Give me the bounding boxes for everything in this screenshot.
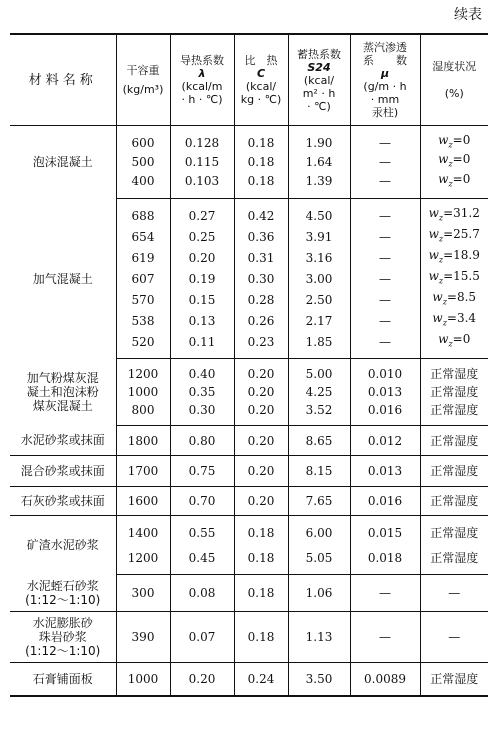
humidity-cell: —: [420, 575, 488, 612]
specific-heat-cell: 0.31: [234, 247, 288, 268]
material-name-line: 石灰砂浆或抹面: [20, 494, 105, 509]
humidity-cell: 正常湿度: [420, 401, 488, 426]
material-name-line: (1:12～1:10): [25, 644, 101, 659]
material-name-cell: [10, 426, 116, 456]
specific-heat-cell: 0.18: [234, 516, 288, 546]
conductivity-cell: 0.45: [170, 545, 234, 575]
vapor-cell: —: [350, 331, 420, 359]
conductivity-cell: 0.27: [170, 199, 234, 227]
col-header-vapor-line: 系 数: [363, 54, 407, 67]
vapor-cell: 0.018: [350, 545, 420, 575]
material-name-cell: [10, 456, 116, 487]
specific-heat-cell: 0.20: [234, 383, 288, 401]
material-name-line: 水泥膨胀砂: [32, 616, 93, 631]
conductivity-cell: 0.13: [170, 310, 234, 331]
conductivity-cell: 0.103: [170, 172, 234, 199]
col-header-specific-heat-line: (kcal/: [245, 80, 277, 93]
density-cell: 800: [116, 401, 170, 426]
vapor-cell: 0.013: [350, 383, 420, 401]
specific-heat-cell: 0.18: [234, 545, 288, 575]
conductivity-cell: 0.11: [170, 331, 234, 359]
specific-heat-cell: 0.20: [234, 401, 288, 426]
humidity-cell: $w_z=8.5$: [420, 289, 488, 310]
heat-storage-cell: 3.52: [288, 401, 350, 426]
conductivity-cell: 0.20: [170, 663, 234, 697]
vapor-cell: 0.015: [350, 516, 420, 546]
table-row: [10, 426, 488, 456]
continued-label: 续表: [454, 7, 482, 23]
specific-heat-cell: 0.30: [234, 268, 288, 289]
col-header-heat-storage: [288, 34, 350, 126]
material-name-cell: [10, 199, 116, 359]
specific-heat-cell: 0.36: [234, 226, 288, 247]
specific-heat-cell: 0.42: [234, 199, 288, 227]
density-cell: 619: [116, 247, 170, 268]
density-cell: 654: [116, 226, 170, 247]
density-cell: 1200: [116, 359, 170, 384]
heat-storage-cell: 5.00: [288, 359, 350, 384]
humidity-cell: $w_z=25.7$: [420, 226, 488, 247]
density-cell: 538: [116, 310, 170, 331]
material-name-line: 煤灰混凝土: [32, 399, 93, 414]
col-header-heat-storage-line: (kcal/: [303, 73, 335, 87]
material-name-cell: [10, 359, 116, 426]
material-name-line: 矿渣水泥砂浆: [26, 538, 99, 553]
table-row: [10, 516, 488, 546]
density-cell: 400: [116, 172, 170, 199]
density-cell: 1000: [116, 383, 170, 401]
conductivity-cell: 0.25: [170, 226, 234, 247]
col-header-heat-storage-line: S24: [307, 60, 331, 74]
density-cell: 1200: [116, 545, 170, 575]
heat-storage-cell: 6.00: [288, 516, 350, 546]
conductivity-cell: 0.07: [170, 612, 234, 663]
material-name-cell: [10, 516, 116, 575]
material-name-line: (1:12～1:10): [25, 592, 101, 607]
col-header-vapor-line: μ: [380, 67, 390, 80]
humidity-cell: 正常湿度: [420, 383, 488, 401]
conductivity-cell: 0.35: [170, 383, 234, 401]
material-name-line: 混合砂浆或抹面: [20, 464, 105, 479]
vapor-cell: —: [350, 152, 420, 171]
header-row: [10, 34, 488, 126]
vapor-cell: —: [350, 575, 420, 612]
col-header-conductivity-line: λ: [198, 67, 206, 80]
heat-storage-cell: 3.00: [288, 268, 350, 289]
col-header-vapor: [350, 34, 420, 126]
conductivity-cell: 0.115: [170, 152, 234, 171]
heat-storage-cell: 4.50: [288, 199, 350, 227]
table-row: [10, 612, 488, 663]
heat-storage-cell: 1.39: [288, 172, 350, 199]
conductivity-cell: 0.30: [170, 401, 234, 426]
vapor-cell: 0.013: [350, 456, 420, 487]
conductivity-cell: 0.55: [170, 516, 234, 546]
col-header-humidity: [420, 34, 488, 126]
table-row: [10, 126, 488, 153]
col-header-humidity-line: (%): [444, 87, 464, 100]
specific-heat-cell: 0.24: [234, 663, 288, 697]
heat-storage-cell: 2.17: [288, 310, 350, 331]
heat-storage-cell: 2.50: [288, 289, 350, 310]
heat-storage-cell: 5.05: [288, 545, 350, 575]
material-name-cell: [10, 126, 116, 199]
vapor-cell: 0.016: [350, 487, 420, 516]
table-row: [10, 575, 488, 612]
humidity-cell: —: [420, 612, 488, 663]
vapor-cell: —: [350, 126, 420, 153]
vapor-cell: 0.016: [350, 401, 420, 426]
humidity-cell: 正常湿度: [420, 545, 488, 575]
heat-storage-cell: 3.50: [288, 663, 350, 697]
density-cell: 1800: [116, 426, 170, 456]
material-name-cell: [10, 612, 116, 663]
density-cell: 520: [116, 331, 170, 359]
table-row: [10, 663, 488, 697]
col-header-heat-storage-line: 蓄热系数: [297, 47, 341, 61]
table-row: [10, 487, 488, 516]
table-body: [10, 126, 488, 697]
humidity-cell: 正常湿度: [420, 663, 488, 697]
col-header-vapor-line: · mm: [370, 93, 400, 106]
density-cell: 1000: [116, 663, 170, 697]
specific-heat-cell: 0.28: [234, 289, 288, 310]
humidity-cell: $w_z=3.4$: [420, 310, 488, 331]
material-name-line: 凝土和泡沫粉: [26, 385, 99, 400]
thermal-properties-table: [10, 33, 488, 697]
vapor-cell: —: [350, 289, 420, 310]
specific-heat-cell: 0.20: [234, 359, 288, 384]
material-name-cell: [10, 487, 116, 516]
conductivity-cell: 0.128: [170, 126, 234, 153]
vapor-cell: 0.012: [350, 426, 420, 456]
col-header-specific-heat: [234, 34, 288, 126]
humidity-cell: $w_z=0$: [420, 152, 488, 171]
col-header-density: [116, 34, 170, 126]
specific-heat-cell: 0.18: [234, 126, 288, 153]
heat-storage-cell: 3.91: [288, 226, 350, 247]
vapor-cell: —: [350, 268, 420, 289]
density-cell: 607: [116, 268, 170, 289]
heat-storage-cell: 8.65: [288, 426, 350, 456]
density-cell: 1400: [116, 516, 170, 546]
conductivity-cell: 0.75: [170, 456, 234, 487]
col-header-vapor-line: (g/m · h: [363, 80, 407, 93]
col-header-vapor-line: 蒸汽渗透: [363, 41, 407, 54]
humidity-cell: 正常湿度: [420, 359, 488, 384]
col-header-material: 材料名称: [10, 34, 116, 126]
table-row: [10, 456, 488, 487]
specific-heat-cell: 0.18: [234, 152, 288, 171]
conductivity-cell: 0.40: [170, 359, 234, 384]
heat-storage-cell: 8.15: [288, 456, 350, 487]
heat-storage-cell: 1.13: [288, 612, 350, 663]
vapor-cell: 0.010: [350, 359, 420, 384]
density-cell: 500: [116, 152, 170, 171]
conductivity-cell: 0.80: [170, 426, 234, 456]
density-cell: 570: [116, 289, 170, 310]
humidity-cell: $w_z=0$: [420, 172, 488, 199]
specific-heat-cell: 0.18: [234, 612, 288, 663]
humidity-cell: 正常湿度: [420, 487, 488, 516]
heat-storage-cell: 4.25: [288, 383, 350, 401]
table-row: [10, 359, 488, 384]
col-header-specific-heat-line: 比 热: [244, 54, 278, 67]
humidity-cell: $w_z=15.5$: [420, 268, 488, 289]
density-cell: 1600: [116, 487, 170, 516]
col-header-conductivity: [170, 34, 234, 126]
specific-heat-cell: 0.23: [234, 331, 288, 359]
specific-heat-cell: 0.18: [234, 575, 288, 612]
col-header-heat-storage-line: m² · h: [302, 86, 336, 100]
humidity-cell: $w_z=0$: [420, 331, 488, 359]
humidity-cell: 正常湿度: [420, 456, 488, 487]
conductivity-cell: 0.20: [170, 247, 234, 268]
material-name-line: 水泥砂浆或抹面: [20, 433, 105, 448]
density-cell: 688: [116, 199, 170, 227]
density-cell: 390: [116, 612, 170, 663]
material-name-line: 加气粉煤灰混: [26, 371, 99, 386]
humidity-cell: $w_z=0$: [420, 126, 488, 153]
conductivity-cell: 0.70: [170, 487, 234, 516]
material-name-line: 珠岩砂浆: [38, 630, 87, 645]
vapor-cell: —: [350, 310, 420, 331]
vapor-cell: —: [350, 172, 420, 199]
vapor-cell: —: [350, 199, 420, 227]
col-header-vapor-line: 汞柱): [371, 106, 399, 119]
vapor-cell: —: [350, 247, 420, 268]
col-header-conductivity-line: 导热系数: [180, 54, 224, 67]
density-cell: 600: [116, 126, 170, 153]
density-cell: 300: [116, 575, 170, 612]
specific-heat-cell: 0.20: [234, 456, 288, 487]
col-header-humidity-line: 湿度状况: [432, 60, 477, 73]
specific-heat-cell: 0.18: [234, 172, 288, 199]
material-name-cell: [10, 663, 116, 697]
conductivity-cell: 0.08: [170, 575, 234, 612]
specific-heat-cell: 0.26: [234, 310, 288, 331]
conductivity-cell: 0.19: [170, 268, 234, 289]
vapor-cell: —: [350, 612, 420, 663]
vapor-cell: 0.0089: [350, 663, 420, 697]
col-header-conductivity-line: (kcal/m: [181, 80, 223, 93]
heat-storage-cell: 7.65: [288, 487, 350, 516]
vapor-cell: —: [350, 226, 420, 247]
heat-storage-cell: 1.06: [288, 575, 350, 612]
humidity-cell: $w_z=18.9$: [420, 247, 488, 268]
col-header-heat-storage-line: · ℃): [307, 99, 331, 113]
material-name-line: 加气混凝土: [32, 271, 93, 286]
heat-storage-cell: 1.64: [288, 152, 350, 171]
humidity-cell: $w_z=31.2$: [420, 199, 488, 227]
col-header-specific-heat-line: kg · ℃): [240, 93, 282, 106]
density-cell: 1700: [116, 456, 170, 487]
heat-storage-cell: 1.85: [288, 331, 350, 359]
material-name-line: 石膏铺面板: [32, 672, 93, 687]
col-header-density-line: 干容重: [126, 64, 160, 77]
material-name-line: 泡沫混凝土: [32, 155, 93, 170]
humidity-cell: 正常湿度: [420, 516, 488, 546]
specific-heat-cell: 0.20: [234, 487, 288, 516]
material-name-line: 水泥蛭石砂浆: [26, 578, 99, 593]
col-header-density-line: (kg/m³): [122, 83, 164, 96]
specific-heat-cell: 0.20: [234, 426, 288, 456]
conductivity-cell: 0.15: [170, 289, 234, 310]
heat-storage-cell: 3.16: [288, 247, 350, 268]
col-header-conductivity-line: · h · ℃): [181, 93, 223, 106]
col-header-specific-heat-line: C: [256, 67, 266, 80]
humidity-cell: 正常湿度: [420, 426, 488, 456]
material-name-cell: [10, 575, 116, 612]
heat-storage-cell: 1.90: [288, 126, 350, 153]
table-row: [10, 199, 488, 227]
